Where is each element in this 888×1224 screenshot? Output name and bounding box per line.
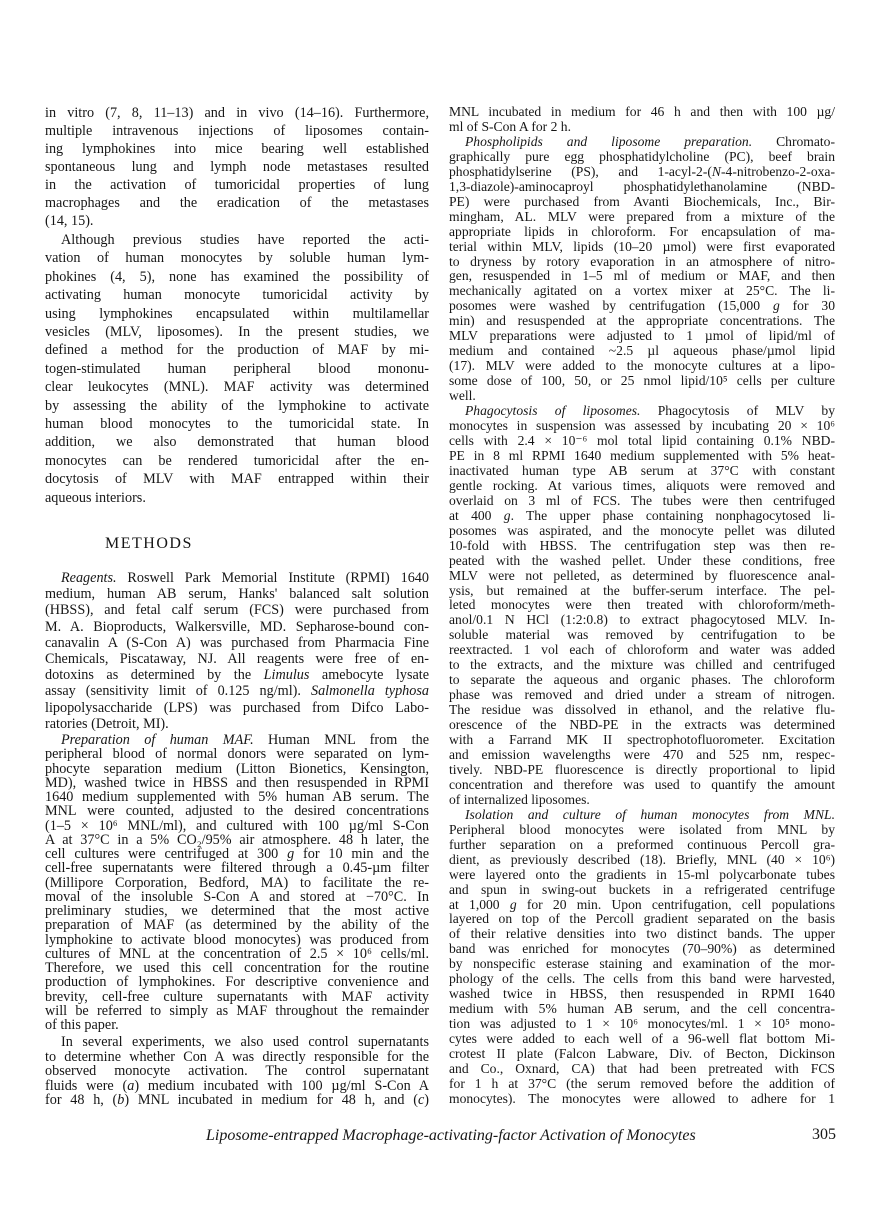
text-line: vesicles (MLV, liposomes). In the present studies, we — [45, 324, 429, 341]
italic-text: Limulus — [263, 667, 310, 684]
text-line: washed twice in HBSS, then resuspended in RPMI 1640 — [449, 986, 835, 1002]
italic-text: Salmonella typhosa — [310, 683, 429, 700]
text-line: posomes was aspirated, and the monocyte pellet was diluted — [449, 522, 835, 538]
text-line: canavalin A (S-Con A) was purchased from Pharmacia Fine — [45, 634, 429, 651]
text-line: by assessing the ability of the lymphokine to activate — [45, 397, 429, 414]
text-line: brevity, cell-free culture supernatants with MAF activity — [45, 988, 429, 1005]
text-line: PE in 8 ml RPMI 1640 medium supplemented with 5% heat- — [449, 447, 835, 463]
text-line: using lymphokines encapsulated within multilamellar — [45, 305, 429, 322]
text-line: in the activation of tumoricidal properties of lung — [45, 177, 429, 193]
text-line: ing lymphokines into mice bearing well established — [45, 141, 429, 157]
text-line: orescence of the NBD-PE in the extracts was determined — [449, 717, 835, 733]
text-line: some dose of 100, 50, or 25 nmol lipid/10⁵ cells per culture — [449, 373, 835, 389]
text-line: addition, we also demonstrated that human blood — [45, 434, 429, 451]
text-line: medium and contained ~2.5 µl aqueous phase/µmol lipid — [449, 343, 835, 359]
text-line: mingham, AL. MLV were prepared from a mixture of the — [449, 208, 835, 224]
text-line: lymphokine to activate blood monocytes) was produced from — [45, 931, 429, 948]
text-line: for 48 h, (b) MNL incubated in medium for 48 h, and (c) — [45, 1092, 429, 1108]
text-line: cells with 2.4 × 10⁻⁶ mol total lipid containing 0.1% NBD- — [449, 432, 835, 448]
italic-text: Preparation of human MAF. — [61, 732, 254, 748]
text-line: togen-stimulated human peripheral blood mononu- — [45, 360, 429, 377]
text-line: dotoxins as determined by the Limulus amebocyte lysate — [45, 667, 429, 684]
text-line: were layered onto the gradients in 15-ml polycarbonate tubes — [449, 866, 835, 882]
text-line: of internalized liposomes. — [449, 791, 590, 807]
paragraph-preparation-of-maf — [45, 733, 429, 1032]
text-line: to determine whether Con A was directly responsible for the — [45, 1048, 429, 1065]
text-line: ratories (Detroit, MI). — [45, 715, 169, 732]
text-line: posomes were washed by centrifugation (15,000 g for 30 — [449, 298, 835, 314]
italic-text: Isolation and culture of human monocytes from MNL. — [465, 806, 835, 822]
italic-text: Reagents. — [61, 570, 117, 586]
italic-text: a — [127, 1077, 135, 1094]
text-line: monocytes can be rendered tumoricidal after the en- — [45, 452, 429, 469]
text-line: phokines (4, 5), none has examined the possibility of — [45, 268, 429, 285]
text-line: moval of the insoluble S-Con A and stored at −70°C. In — [45, 888, 429, 905]
text-line: leted monocytes were then treated with chloroform/meth- — [449, 597, 835, 613]
text-line: fluids were (a) medium incubated with 100 µg/ml S-Con A — [45, 1077, 429, 1094]
paragraph-intro-aims — [45, 231, 429, 507]
text-line: 1640 medium supplemented with 5% human AB serum. The — [45, 789, 429, 805]
text-line: cell-free supernatants were filtered through a 0.45-µm filter — [45, 860, 429, 877]
text-line: in vitro (7, 8, 11–13) and in vivo (14–16). Furthermore, — [45, 105, 429, 121]
text-line: preparation of MAF (as determined by the ability of the — [45, 917, 429, 934]
text-line: assay (sensitivity limit of 0.125 ng/ml). Salmonella typhosa — [45, 683, 429, 700]
text-line: layered on top of the Percoll gradient separated on the basis — [449, 911, 835, 927]
text-line: for 1 h at 37°C (the serum removed before the addition of — [449, 1075, 835, 1091]
text-line: (17). MLV were added to the monocyte cultures at a lipo- — [449, 358, 835, 374]
text-line: cultures of MNL at the concentration of 2.5 × 10⁶ cells/ml. — [45, 945, 429, 962]
text-line: further separation on a preformed continuous Percoll gra- — [449, 836, 835, 852]
text-line: tion was adjusted to 1 × 10⁶ monocytes/ml. 1 × 10⁵ mono- — [449, 1016, 835, 1032]
text-line: overlaid on 3 ml of FCS. The tubes were then centrifuged — [449, 492, 835, 508]
text-line: Chemicals, Piscataway, NJ. All reagents were free of en- — [45, 651, 429, 668]
italic-text: N — [711, 163, 721, 179]
text-line: band was enriched for monocytes (70–90%) as determined — [449, 941, 835, 957]
italic-text: g — [287, 846, 295, 862]
paragraph-monocyte-isolation — [449, 808, 835, 1107]
text-line: Preparation of human MAF. Human MNL from the — [61, 732, 429, 748]
text-line: clear leukocytes (MNL). MAF activity was determined — [45, 379, 429, 396]
text-line: observed monocyte activation. The control supernatant — [45, 1063, 429, 1079]
text-line: soluble material was removed by centrifugation to be — [449, 627, 835, 643]
text-line: PE) were purchased from Avanti Biochemicals, Inc., Bir- — [449, 193, 835, 209]
italic-text: g — [503, 507, 511, 523]
text-line: The residue was dissolved in ethanol, and the relative flu- — [449, 702, 835, 718]
text-line: vation of human monocytes by soluble human lym- — [45, 250, 429, 267]
paragraph-phagocytosis — [449, 404, 835, 808]
italic-text: Phospholipids and liposome preparation. — [465, 133, 753, 149]
text-line: at 1,000 g for 20 min. Upon centrifugation, cell populations — [449, 896, 835, 912]
text-line: graphically pure egg phosphatidylcholine (PC), beef brain — [449, 148, 835, 164]
text-line: A at 37°C in a 5% CO₂/95% air atmosphere. 48 h later, the — [45, 831, 429, 848]
text-line: 1,3-diazole)-aminocaproyl phosphatidylethanolamine (NBD- — [449, 178, 835, 194]
text-line: Therefore, we used this cell concentration for the routine — [45, 960, 429, 976]
text-line: phology of the cells. The cells from this band were harvested, — [449, 971, 835, 987]
text-line: anol/0.1 N HCl (1:2:0.8) to extract phagocytosed MLV. In- — [449, 612, 835, 628]
text-line: to dryness by rotory evaporation in an atmosphere of nitro- — [449, 253, 835, 269]
text-line: of this paper. — [45, 1017, 119, 1033]
text-line: (14, 15). — [45, 213, 94, 229]
text-line: appropriate lipids in chloroform. For encapsulation of ma- — [449, 223, 835, 239]
text-line: concentration and therefore was used to quantify the amount — [449, 776, 835, 792]
text-line: crotest II plate (Falcon Labware, Div. of Becton, Dickinson — [449, 1046, 835, 1062]
text-line: to separate the aqueous and organic phases. The chloroform — [449, 672, 835, 688]
text-line — [449, 808, 835, 823]
text-line: 10-fold with HBSS. The centrifugation step was then re- — [449, 537, 835, 553]
text-line: (Millipore Corporation, Bedford, MA) to facilitate the re- — [45, 874, 429, 891]
text-line: peripheral blood of normal donors were separated on lym- — [45, 746, 429, 763]
text-line: phosphatidylserine (PS), and 1-acyl-2-(N-4-nitrobenzo-2-oxa- — [449, 163, 835, 179]
text-line: medium with 5% human AB serum, and the cell concentra- — [449, 1001, 835, 1017]
text-line: MLV were not pelleted, as determined by fluorescence anal- — [449, 567, 835, 583]
text-line: (1–5 × 10⁶ MNL/ml), and cultured with 100 µg/ml S-Con — [45, 817, 429, 834]
text-line: multiple intravenous injections of liposomes contain- — [45, 123, 429, 139]
right-column — [449, 105, 835, 1107]
text-line: and spun in swing-out buckets in a refrigerated centrifuge — [449, 881, 835, 897]
text-line: preliminary studies, we determined that the most active — [45, 903, 429, 919]
text-line: and Co., Oxnard, CA) that had been pretreated with FCS — [449, 1061, 835, 1076]
text-line: phase was removed and dried under a stream of nitrogen. — [449, 687, 835, 703]
text-line: cytes were added to each well of a 96-well flat bottom Mi- — [449, 1031, 835, 1047]
text-line: well. — [449, 388, 476, 404]
text-line: at 400 g. The upper phase containing nonphagocytosed li- — [449, 507, 836, 523]
text-line: will be referred to simply as MAF throughout the remainder — [45, 1002, 429, 1019]
text-line: to the extracts, and the mixture was chilled and centrifuged — [449, 657, 835, 673]
page-number: 305 — [812, 1126, 836, 1143]
text-line: phocyte separation medium (Litton Bionetics, Kensington, — [45, 760, 429, 777]
text-line: MNL were counted, adjusted to the desired concentrations — [45, 803, 429, 820]
text-line: min) and resuspended at the appropriate concentrations. The — [449, 313, 835, 329]
text-line: of their relative densities into two distinct bands. The upper — [449, 926, 835, 942]
text-line: production of lymphokines. For descriptive convenience and — [45, 974, 429, 991]
text-line: (HBSS), and fetal calf serum (FCS) were purchased from — [45, 602, 429, 619]
text-line: with a Farrand MK II spectrophotofluorometer. Excitation — [449, 732, 835, 748]
italic-text: c — [417, 1092, 425, 1108]
section-heading-methods: METHODS — [105, 535, 193, 552]
text-line: cell cultures were centrifuged at 300 g for 10 min and the — [45, 846, 429, 862]
text-line: MLV preparations were adjusted to 1 µmol of lipid/ml of — [449, 328, 835, 344]
text-line: Reagents. Roswell Park Memorial Institute (RPMI) 1640 — [61, 570, 429, 586]
text-line: dient, as previously described (18). Briefly, MNL (40 × 10⁶) — [449, 851, 835, 867]
text-line: by nonspecific esterase staining and examination of the mor- — [449, 956, 835, 972]
text-line: terial within MLV, lipids (10–20 µmol) were first evaporated — [449, 238, 835, 254]
paragraph-control-continued — [449, 105, 835, 135]
text-line: MNL incubated in medium for 46 h and then with 100 µg/ — [449, 104, 835, 119]
text-line: macrophages and the eradication of the metastases — [45, 195, 429, 211]
italic-text: g — [509, 896, 517, 912]
text-line: and emission wavelengths were 470 and 525 nm, respec- — [449, 746, 835, 762]
text-line: mechanically agitated on a vortex mixer at 25°C. The li- — [449, 283, 835, 299]
text-line: MD), washed twice in HBSS and then resuspended in RPMI — [45, 774, 429, 791]
text-line: activating human monocyte tumoricidal activity by — [45, 287, 429, 304]
text-line: lipopolysaccharide (LPS) was purchased from Difco Labo- — [45, 699, 429, 716]
text-line: defined a method for the production of MAF by mi- — [45, 342, 429, 359]
text-line: docytosis of MLV with MAF entrapped within their — [45, 471, 429, 488]
italic-text: g — [772, 298, 780, 314]
text-line: Phospholipids and liposome preparation. Chromato- — [465, 133, 836, 149]
paragraph-liposome-preparation — [449, 135, 835, 404]
text-line: monocytes in suspension was assessed by incubating 20 × 10⁶ — [449, 418, 835, 434]
text-line: M. A. Bioproducts, Walkersville, MD. Sepharose-bound con- — [45, 618, 429, 635]
paragraph-reagents — [45, 570, 429, 732]
text-line: ysis, but remained at the buffer-serum interface. The pel- — [449, 582, 835, 598]
text-line: gen, resuspended in 1–5 ml of medium or MAF, and then — [449, 268, 835, 284]
text-line: reextracted. 1 vol each of chloroform and water was added — [449, 642, 835, 658]
text-line: aqueous interiors. — [45, 489, 146, 506]
running-title: Liposome-entrapped Macrophage-activating-factor Activation of Monocytes — [206, 1127, 696, 1144]
text-line: monocytes). The monocytes were allowed to adhere for 1 — [449, 1090, 835, 1106]
text-line: gentle rocking. At various times, aliquots were removed and — [449, 477, 835, 493]
text-line: medium, human AB serum, Hanks' balanced salt solution — [45, 586, 429, 603]
italic-text: Phagocytosis of liposomes. — [465, 403, 641, 419]
text-line: tively. NBD-PE fluorescence is directly proportional to lipid — [449, 761, 835, 777]
text-line: In several experiments, we also used control supernatants — [61, 1034, 429, 1050]
text-line: peated with the washed pellet. Under these conditions, free — [449, 552, 835, 568]
paragraph-intro-continued — [45, 104, 429, 230]
text-line: ml of S-Con A for 2 h. — [449, 118, 571, 134]
text-line: Peripheral blood monocytes were isolated from MNL by — [449, 821, 835, 837]
text-line: human blood monocytes to the tumoricidal state. In — [45, 416, 429, 433]
text-line: spontaneous lung and lymph node metastases resulted — [45, 159, 429, 175]
text-line: Although previous studies have reported the acti- — [61, 232, 429, 248]
italic-text: b — [117, 1092, 125, 1108]
text-line: inactivated human type AB serum at 37°C with constant — [449, 462, 835, 478]
paragraph-control-supernatants — [45, 1035, 429, 1108]
text-line: Phagocytosis of liposomes. Phagocytosis of MLV by — [465, 403, 835, 419]
